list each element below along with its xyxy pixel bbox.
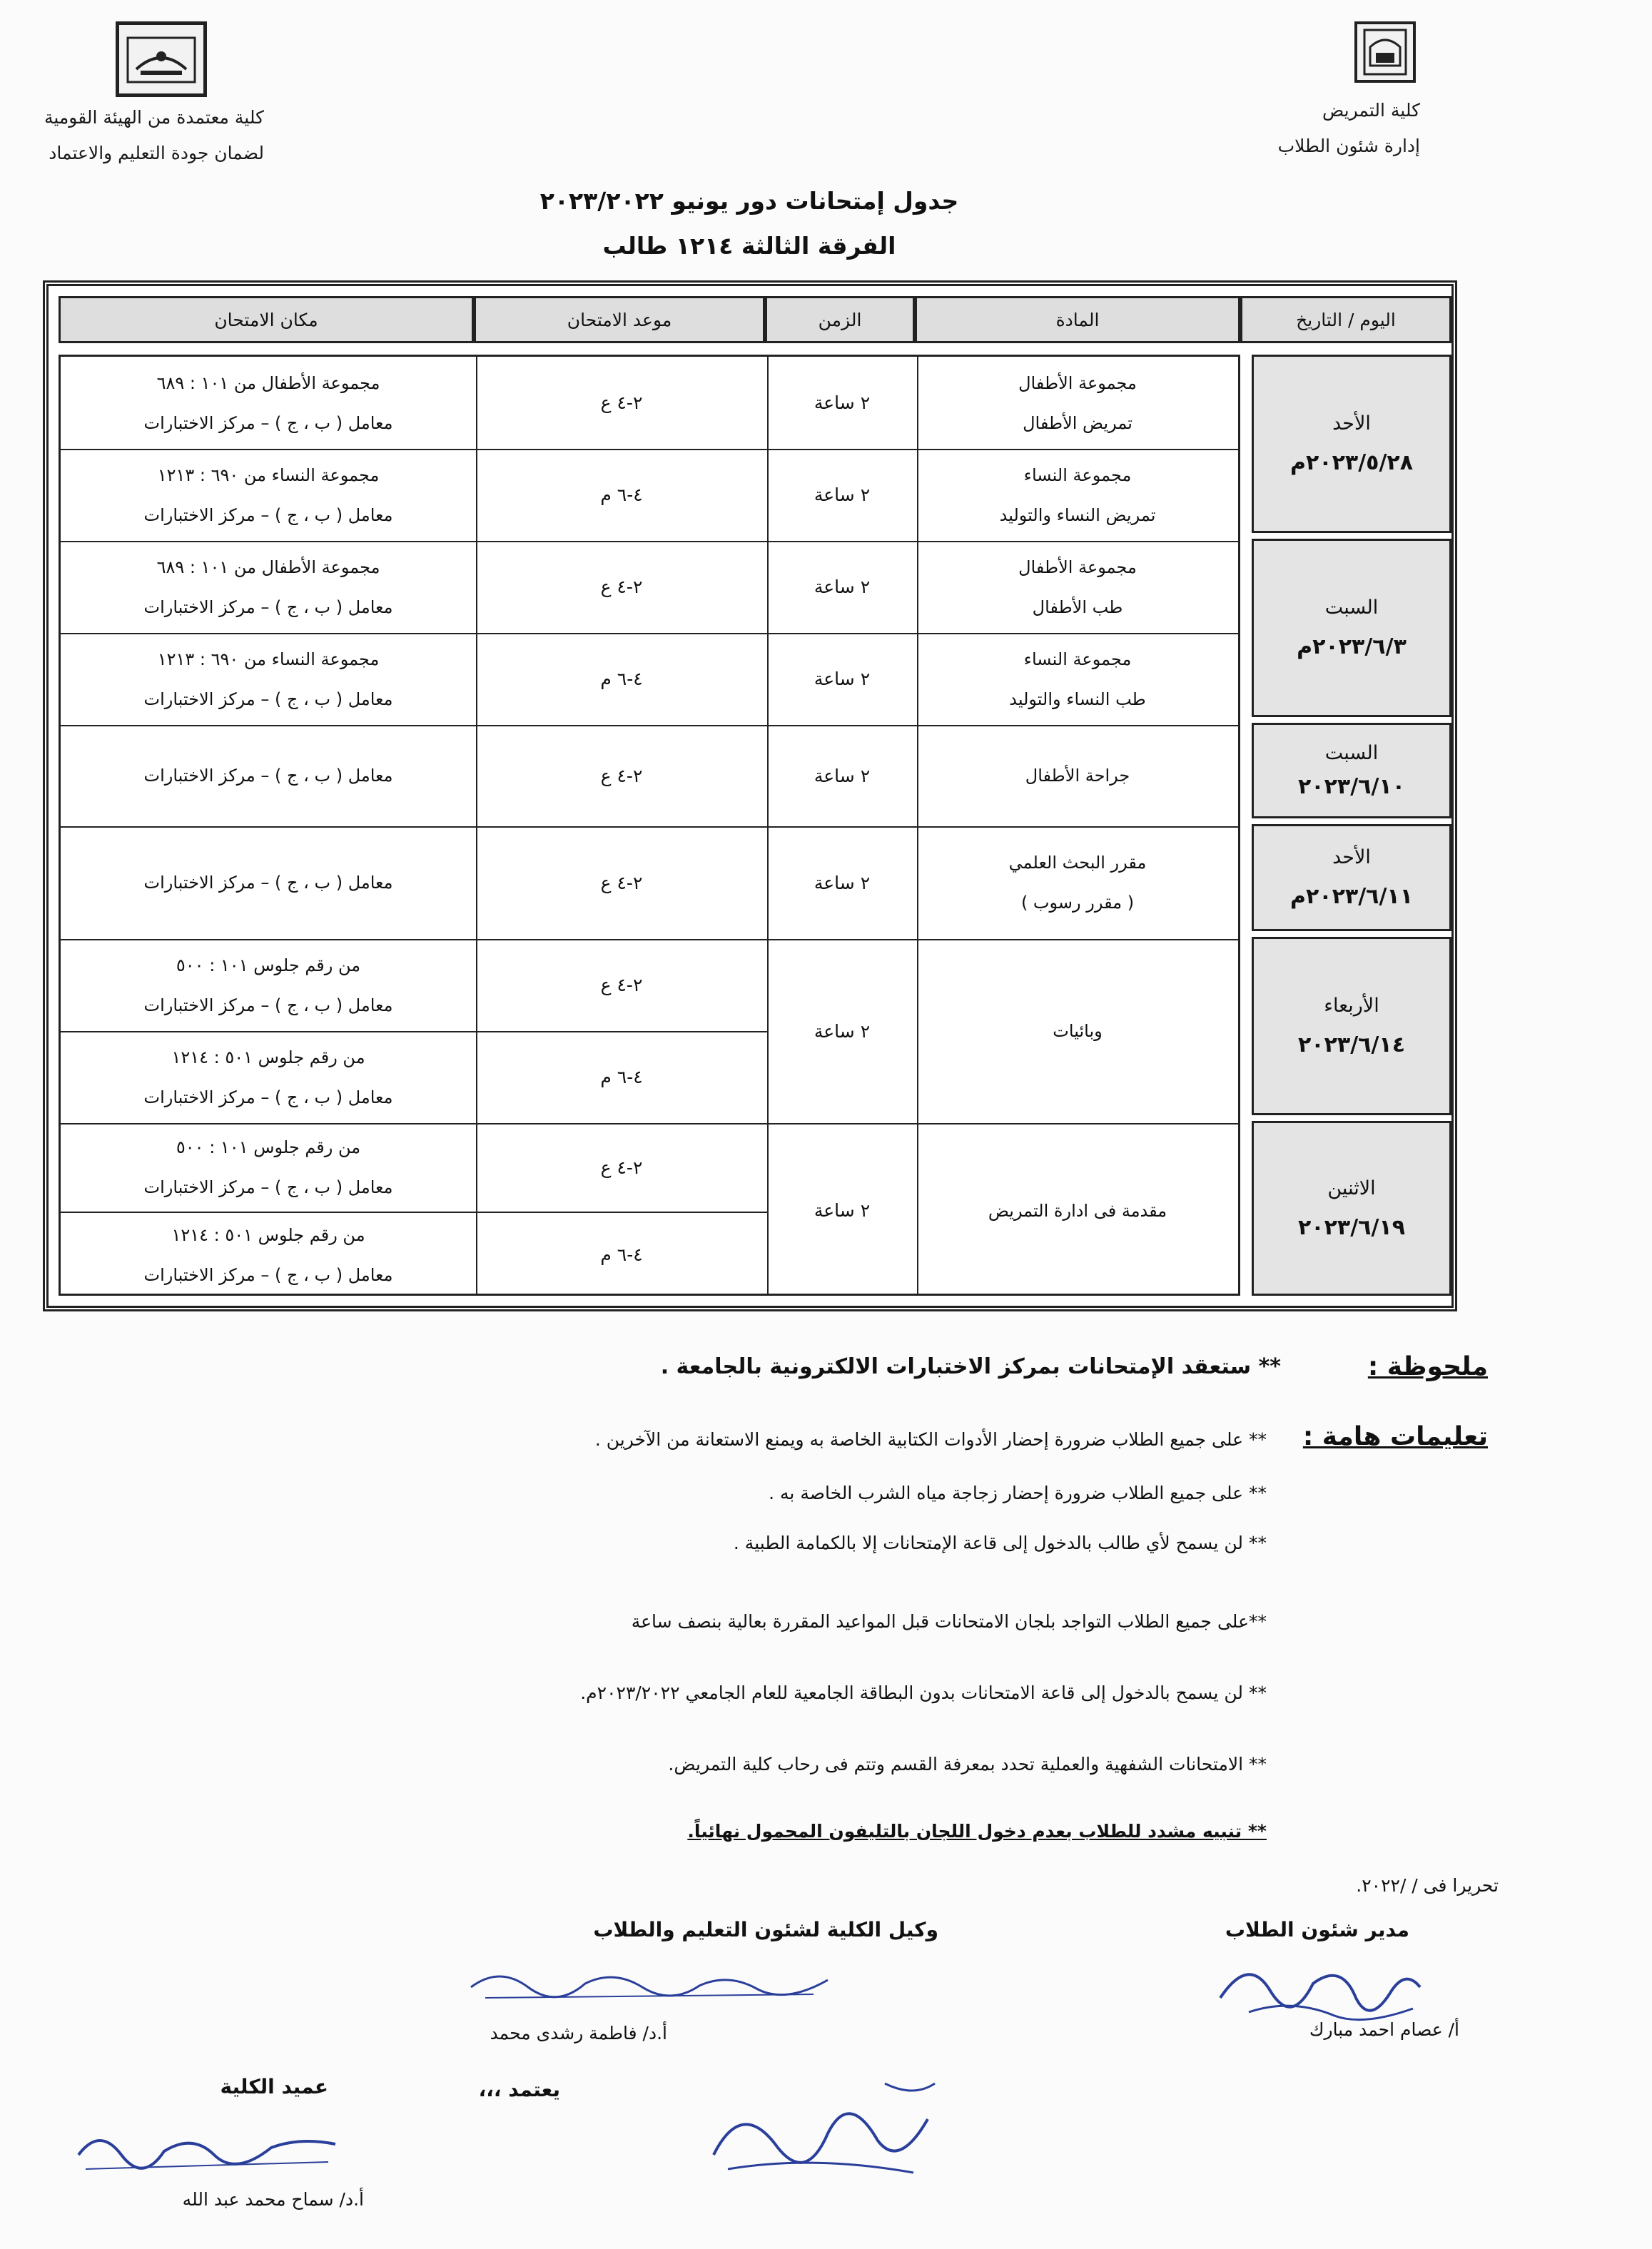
exam-schedule-table	[43, 280, 1457, 1311]
department-name: إدارة شئون الطلاب	[1277, 136, 1420, 156]
table-row-subject: وبائيات	[1053, 1021, 1103, 1041]
day-cell: الأحد ٢٠٢٣/٦/١١م	[1252, 824, 1451, 931]
table-row-subject: مجموعة الأطفال تمريض الأطفال	[1018, 372, 1137, 433]
approval-signature	[685, 2069, 956, 2190]
table-row-time: ٤-٦ م	[600, 1067, 643, 1087]
table-row-time: ٢-٤ ع	[600, 392, 643, 413]
accreditation-logo-left	[116, 21, 207, 97]
header-place: مكان الامتحان	[59, 296, 474, 343]
table-row-place: معامل ( ب ، ج ) – مركز الاختبارات	[143, 766, 393, 786]
instruction-item: ** على جميع الطلاب ضرورة إحضار زجاجة مياه الشرب الخاصة به .	[769, 1483, 1267, 1503]
table-row-time: ٢-٤ ع	[600, 1157, 643, 1178]
dean-name: أ.د/ سماح محمد عبد الله	[182, 2189, 364, 2210]
table-row-time: ٢-٤ ع	[600, 765, 643, 786]
table-row-place: مجموعة الأطفال من ١٠١ : ٦٨٩ معامل ( ب ، ج ) – مركز الاختبارات	[143, 557, 393, 617]
vice-dean-title: وكيل الكلية لشئون التعليم والطلاب	[593, 1918, 938, 1941]
faculty-name: كلية التمريض	[1322, 100, 1420, 121]
instruction-item: ** لن يسمح لأي طالب بالدخول إلى قاعة الإمتحانات إلا بالكمامة الطبية .	[733, 1533, 1267, 1553]
table-row-place: من رقم جلوس ٥٠١ : ١٢١٤ معامل ( ب ، ج ) – مركز الاختبارات	[143, 1047, 393, 1107]
page-subtitle: الفرقة الثالثة ١٢١٤ طالب	[602, 232, 896, 260]
table-row-place: من رقم جلوس ٥٠١ : ١٢١٤ معامل ( ب ، ج ) – مركز الاختبارات	[143, 1224, 393, 1285]
table-header	[59, 296, 1441, 343]
accreditation-line-2: لضمان جودة التعليم والاعتماد	[49, 143, 264, 163]
table-row-time: ٢-٤ ع	[600, 577, 643, 597]
faculty-logo-right	[1354, 21, 1416, 83]
table-row-subject: مجموعة الأطفال طب الأطفال	[1018, 557, 1137, 617]
table-row-place: من رقم جلوس ١٠١ : ٥٠٠ معامل ( ب ، ج ) – مركز الاختبارات	[143, 1137, 393, 1197]
page-title: جدول إمتحانات دور يونيو ٢٠٢٣/٢٠٢٢	[539, 187, 959, 215]
instruction-item: **على جميع الطلاب التواجد بلجان الامتحانات قبل المواعيد المقررة بعالية بنصف ساعة	[631, 1611, 1267, 1632]
table-row-duration: ٢ ساعة	[814, 1200, 871, 1221]
header-subject: المادة	[915, 296, 1240, 343]
table-row-subject: مقرر البحث العلمي ( مقرر رسوب )	[1008, 853, 1147, 913]
day-cell: السبت ٢٠٢٣/٦/١٠	[1252, 723, 1451, 818]
instruction-item: ** لن يسمح بالدخول إلى قاعة الامتحانات بدون البطاقة الجامعية للعام الجامعي ٢٠٢٣/٢٠٢٢م.	[580, 1682, 1267, 1703]
day-cell: الاثنين ٢٠٢٣/٦/١٩	[1252, 1121, 1451, 1296]
table-row-time: ٢-٤ ع	[600, 975, 643, 995]
header-time: موعد الامتحان	[474, 296, 765, 343]
approval-label: يعتمد ،،،	[478, 2078, 560, 2101]
day-cell: الأحد ٢٠٢٣/٥/٢٨م	[1252, 355, 1451, 533]
table-row-place: مجموعة الأطفال من ١٠١ : ٦٨٩ معامل ( ب ، ج ) – مركز الاختبارات	[143, 372, 393, 433]
vice-dean-signature	[457, 1959, 842, 2009]
warning-text: ** تنبيه مشدد للطلاب بعدم دخول اللجان بالتليفون المحمول نهائياً.	[687, 1821, 1267, 1842]
dean-title: عميد الكلية	[220, 2075, 328, 2098]
vice-dean-name: أ.د/ فاطمة رشدى محمد	[490, 2023, 667, 2044]
table-row-time: ٢-٤ ع	[600, 872, 643, 893]
table-row-duration: ٢ ساعة	[814, 872, 871, 893]
accreditation-line-1: كلية معتمدة من الهيئة القومية	[44, 107, 264, 128]
table-row-subject: جراحة الأطفال	[1025, 766, 1130, 786]
table-row-subject: مجموعة النساء تمريض النساء والتوليد	[999, 464, 1156, 525]
table-row-time: ٤-٦ م	[600, 669, 643, 689]
director-title: مدير شئون الطلاب	[1225, 1918, 1409, 1941]
instruction-item: ** على جميع الطلاب ضرورة إحضار الأدوات الكتابية الخاصة به ويمنع الاستعانة من الآخرين .	[594, 1429, 1267, 1450]
table-row-subject: مقدمة فى ادارة التمريض	[988, 1200, 1167, 1221]
table-row-place: مجموعة النساء من ٦٩٠ : ١٢١٣ معامل ( ب ، ج ) – مركز الاختبارات	[143, 649, 393, 709]
table-row-time: ٤-٦ م	[600, 484, 643, 505]
table-row-duration: ٢ ساعة	[814, 765, 871, 786]
header-duration: الزمن	[765, 296, 915, 343]
instruction-item: ** الامتحانات الشفهية والعملية تحدد بمعرفة القسم وتتم فى رحاب كلية التمريض.	[668, 1754, 1267, 1775]
table-row-subject: مجموعة النساء طب النساء والتوليد	[1009, 649, 1146, 709]
table-row-duration: ٢ ساعة	[814, 669, 871, 689]
table-row-place: مجموعة النساء من ٦٩٠ : ١٢١٣ معامل ( ب ، ج ) – مركز الاختبارات	[143, 464, 393, 525]
day-cell: الأربعاء ٢٠٢٣/٦/١٤	[1252, 937, 1451, 1115]
dean-signature	[71, 2112, 343, 2190]
header-day: اليوم / التاريخ	[1240, 296, 1451, 343]
note-label: ملحوظة :	[1367, 1352, 1488, 1381]
written-date: تحريرا فى / /٢٠٢٢.	[1356, 1875, 1499, 1896]
day-cell: السبت ٢٠٢٣/٦/٣م	[1252, 539, 1451, 717]
instructions-label: تعليمات هامة :	[1302, 1422, 1488, 1451]
table-row-duration: ٢ ساعة	[814, 577, 871, 597]
table-row-time: ٤-٦ م	[600, 1244, 643, 1265]
table-row-place: معامل ( ب ، ج ) – مركز الاختبارات	[143, 873, 393, 893]
note-text: ** ستعقد الإمتحانات بمركز الاختبارات الالكترونية بالجامعة .	[660, 1354, 1281, 1379]
table-row-place: من رقم جلوس ١٠١ : ٥٠٠ معامل ( ب ، ج ) – مركز الاختبارات	[143, 955, 393, 1015]
table-row-duration: ٢ ساعة	[814, 1020, 871, 1042]
table-body	[59, 355, 1240, 1296]
table-row-duration: ٢ ساعة	[814, 392, 871, 413]
table-row-duration: ٢ ساعة	[814, 484, 871, 505]
director-name: أ/ عصام احمد مبارك	[1309, 2019, 1459, 2040]
